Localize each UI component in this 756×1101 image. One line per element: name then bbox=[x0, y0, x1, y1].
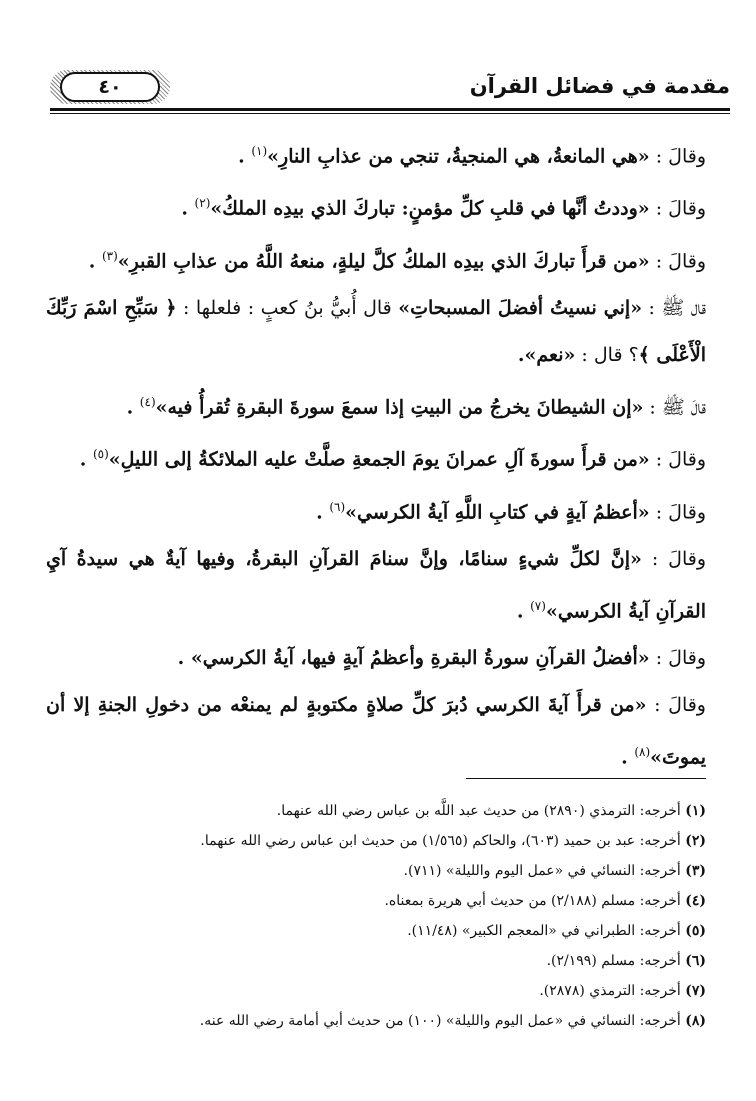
footnote-number: (٣) bbox=[685, 863, 706, 879]
footnote-text: أخرجه: الترمذي (٢٨٧٨). bbox=[539, 983, 686, 999]
end-mark: . bbox=[316, 500, 330, 523]
footnote-number: (٧) bbox=[685, 983, 706, 999]
footnote-separator bbox=[466, 778, 706, 779]
footnote-text: أخرجه: النسائي في «عمل اليوم والليلة» (٧١١). bbox=[403, 863, 686, 879]
footnote-number: (٦) bbox=[685, 953, 706, 969]
footnote-number: (٥) bbox=[685, 923, 706, 939]
hadith-quote: «أعظمُ آيةٍ في كتابِ اللَّهِ آيةُ الكرسي» bbox=[345, 500, 650, 523]
paragraph-10 bbox=[46, 682, 706, 781]
footnote-item bbox=[46, 856, 706, 886]
speaker-lead: وقالَ : bbox=[649, 197, 706, 220]
footnote-item bbox=[46, 886, 706, 916]
hadith-quote: «أفضلُ القرآنِ سورةُ البقرةِ وأعظمُ آيةٍ فيها، آيةُ الكرسي» bbox=[190, 647, 650, 670]
speaker-lead: قال ﷺ : bbox=[642, 296, 706, 319]
end-mark: . bbox=[516, 600, 531, 623]
paragraph-1 bbox=[46, 128, 706, 180]
end-mark: . bbox=[126, 396, 140, 419]
hadith-quote: «إن الشيطانَ يخرجُ من البيتِ إذا سمعَ سورةَ البقرةِ تُقرأُ فيه» bbox=[155, 396, 644, 419]
paragraph-6 bbox=[46, 431, 706, 483]
footnote-ref[interactable]: (٥) bbox=[92, 447, 109, 462]
footnote-ref[interactable]: (٢) bbox=[194, 196, 211, 211]
speaker-lead: وقالَ : bbox=[649, 448, 706, 471]
page-number-badge bbox=[50, 70, 170, 104]
quran-verse: ﴿ سَبِّحِ اسْمَ رَبِّكَ الْأَعْلَى ﴾ bbox=[46, 296, 706, 366]
speaker-lead: وقالَ : bbox=[646, 694, 706, 717]
footnote-ref[interactable]: (٣) bbox=[101, 248, 118, 263]
footnote-item bbox=[46, 946, 706, 976]
footnote-item bbox=[46, 976, 706, 1006]
footnote-ref[interactable]: (٧) bbox=[530, 598, 546, 613]
paragraph-8 bbox=[46, 536, 706, 635]
footnote-item bbox=[46, 826, 706, 856]
footnote-ref[interactable]: (٤) bbox=[139, 394, 156, 409]
header-rule-thick bbox=[50, 108, 730, 111]
hadith-quote: «وددتُ أنَّها في قلبِ كلِّ مؤمنٍ: تباركَ الذي بيدِه الملكُ» bbox=[210, 197, 650, 220]
speaker-lead: وقالَ : bbox=[649, 500, 706, 523]
paragraph-9 bbox=[46, 635, 706, 682]
hadith-quote: «من قرأَ سورةَ آلِ عمرانَ يومَ الجمعةِ صلَّتْ عليه الملائكةُ إلى الليلِ» bbox=[108, 448, 650, 471]
speaker-lead: وقالَ : bbox=[649, 249, 706, 272]
narration-text: قال أُبيُّ بنُ كعبٍ : فلعلها : bbox=[176, 296, 399, 319]
footnote-number: (١) bbox=[685, 803, 706, 819]
narration-text: ؟ قال : bbox=[575, 343, 639, 366]
end-mark: . bbox=[517, 343, 525, 366]
footnote-ref[interactable]: (٨) bbox=[634, 745, 651, 760]
footnote-text: أخرجه: الطبراني في «المعجم الكبير» (١١/٤٨). bbox=[407, 923, 686, 939]
paragraph-7 bbox=[46, 484, 706, 536]
end-mark: . bbox=[621, 746, 635, 769]
running-title: مقدمة في فضائل القرآن bbox=[469, 74, 730, 98]
footnote-number: (٢) bbox=[685, 833, 706, 849]
footnote-number: (٤) bbox=[685, 893, 706, 909]
speaker-lead: وقالَ : bbox=[649, 647, 706, 670]
hadith-quote: «إنَّ لكلِّ شيءٍ سنامًا، وإنَّ سنامَ القرآنِ البقرةُ، وفيها آيةٌ هي سيدةُ آيِ القرآنِ آيةُ الكرسي» bbox=[46, 547, 706, 623]
page-header bbox=[50, 64, 730, 108]
footnote-text: أخرجه: مسلم (٢/١٨٨) من حديث أبي هريرة بمعناه. bbox=[384, 893, 686, 909]
footnote-item bbox=[46, 796, 706, 826]
footnote-text: أخرجه: عبد بن حميد (٦٠٣)، والحاكم (١/٥٦٥) من حديث ابن عباس رضي الله عنهما. bbox=[200, 833, 686, 849]
end-mark: . bbox=[79, 448, 93, 471]
speaker-lead: وقالَ : bbox=[649, 145, 706, 168]
footnote-ref[interactable]: (٦) bbox=[329, 499, 346, 514]
page-number: ٤٠ bbox=[98, 76, 122, 98]
hadith-quote: «إني نسيتُ أفضلَ المسبحاتِ» bbox=[398, 296, 643, 319]
main-text bbox=[46, 128, 706, 782]
footnote-number: (٨) bbox=[685, 1013, 706, 1029]
header-rule-thin bbox=[50, 113, 730, 114]
footnote-text: أخرجه: الترمذي (٢٨٩٠) من حديث عبد اللَّه بن عباس رضي الله عنهما. bbox=[276, 803, 686, 819]
hadith-quote: «هي المانعةُ، هي المنجيةُ، تنجي من عذابِ النارِ» bbox=[267, 145, 650, 168]
end-mark: . bbox=[177, 647, 191, 670]
hadith-quote: «نعم» bbox=[524, 343, 576, 366]
footnote-text: أخرجه: النسائي في «عمل اليوم والليلة» (١٠٠) من حديث أبي أمامة رضي الله عنه. bbox=[199, 1013, 686, 1029]
paragraph-3 bbox=[46, 233, 706, 285]
end-mark: . bbox=[238, 145, 252, 168]
speaker-lead: وقالَ : bbox=[641, 547, 706, 570]
end-mark: . bbox=[181, 197, 195, 220]
paragraph-2 bbox=[46, 180, 706, 232]
speaker-lead: قالَ ﷺ : bbox=[643, 396, 706, 419]
footnote-item bbox=[46, 916, 706, 946]
footnote-item bbox=[46, 1006, 706, 1036]
page-number-oval bbox=[60, 72, 160, 102]
hadith-quote: «من قرأَ تباركَ الذي بيدِه الملكُ كلَّ ليلةٍ، منعهُ اللَّهُ من عذابِ القبرِ» bbox=[117, 249, 650, 272]
footnotes bbox=[46, 796, 706, 1036]
hadith-quote: «من قرأَ آيةَ الكرسي دُبرَ كلِّ صلاةٍ مكتوبةٍ لم يمنعْه من دخولِ الجنةِ إلا أن يموتَ» bbox=[46, 694, 706, 769]
paragraph-5 bbox=[46, 379, 706, 431]
paragraph-4 bbox=[46, 285, 706, 379]
end-mark: . bbox=[88, 249, 102, 272]
footnote-ref[interactable]: (١) bbox=[251, 144, 268, 158]
footnote-text: أخرجه: مسلم (٢/١٩٩). bbox=[546, 953, 686, 969]
